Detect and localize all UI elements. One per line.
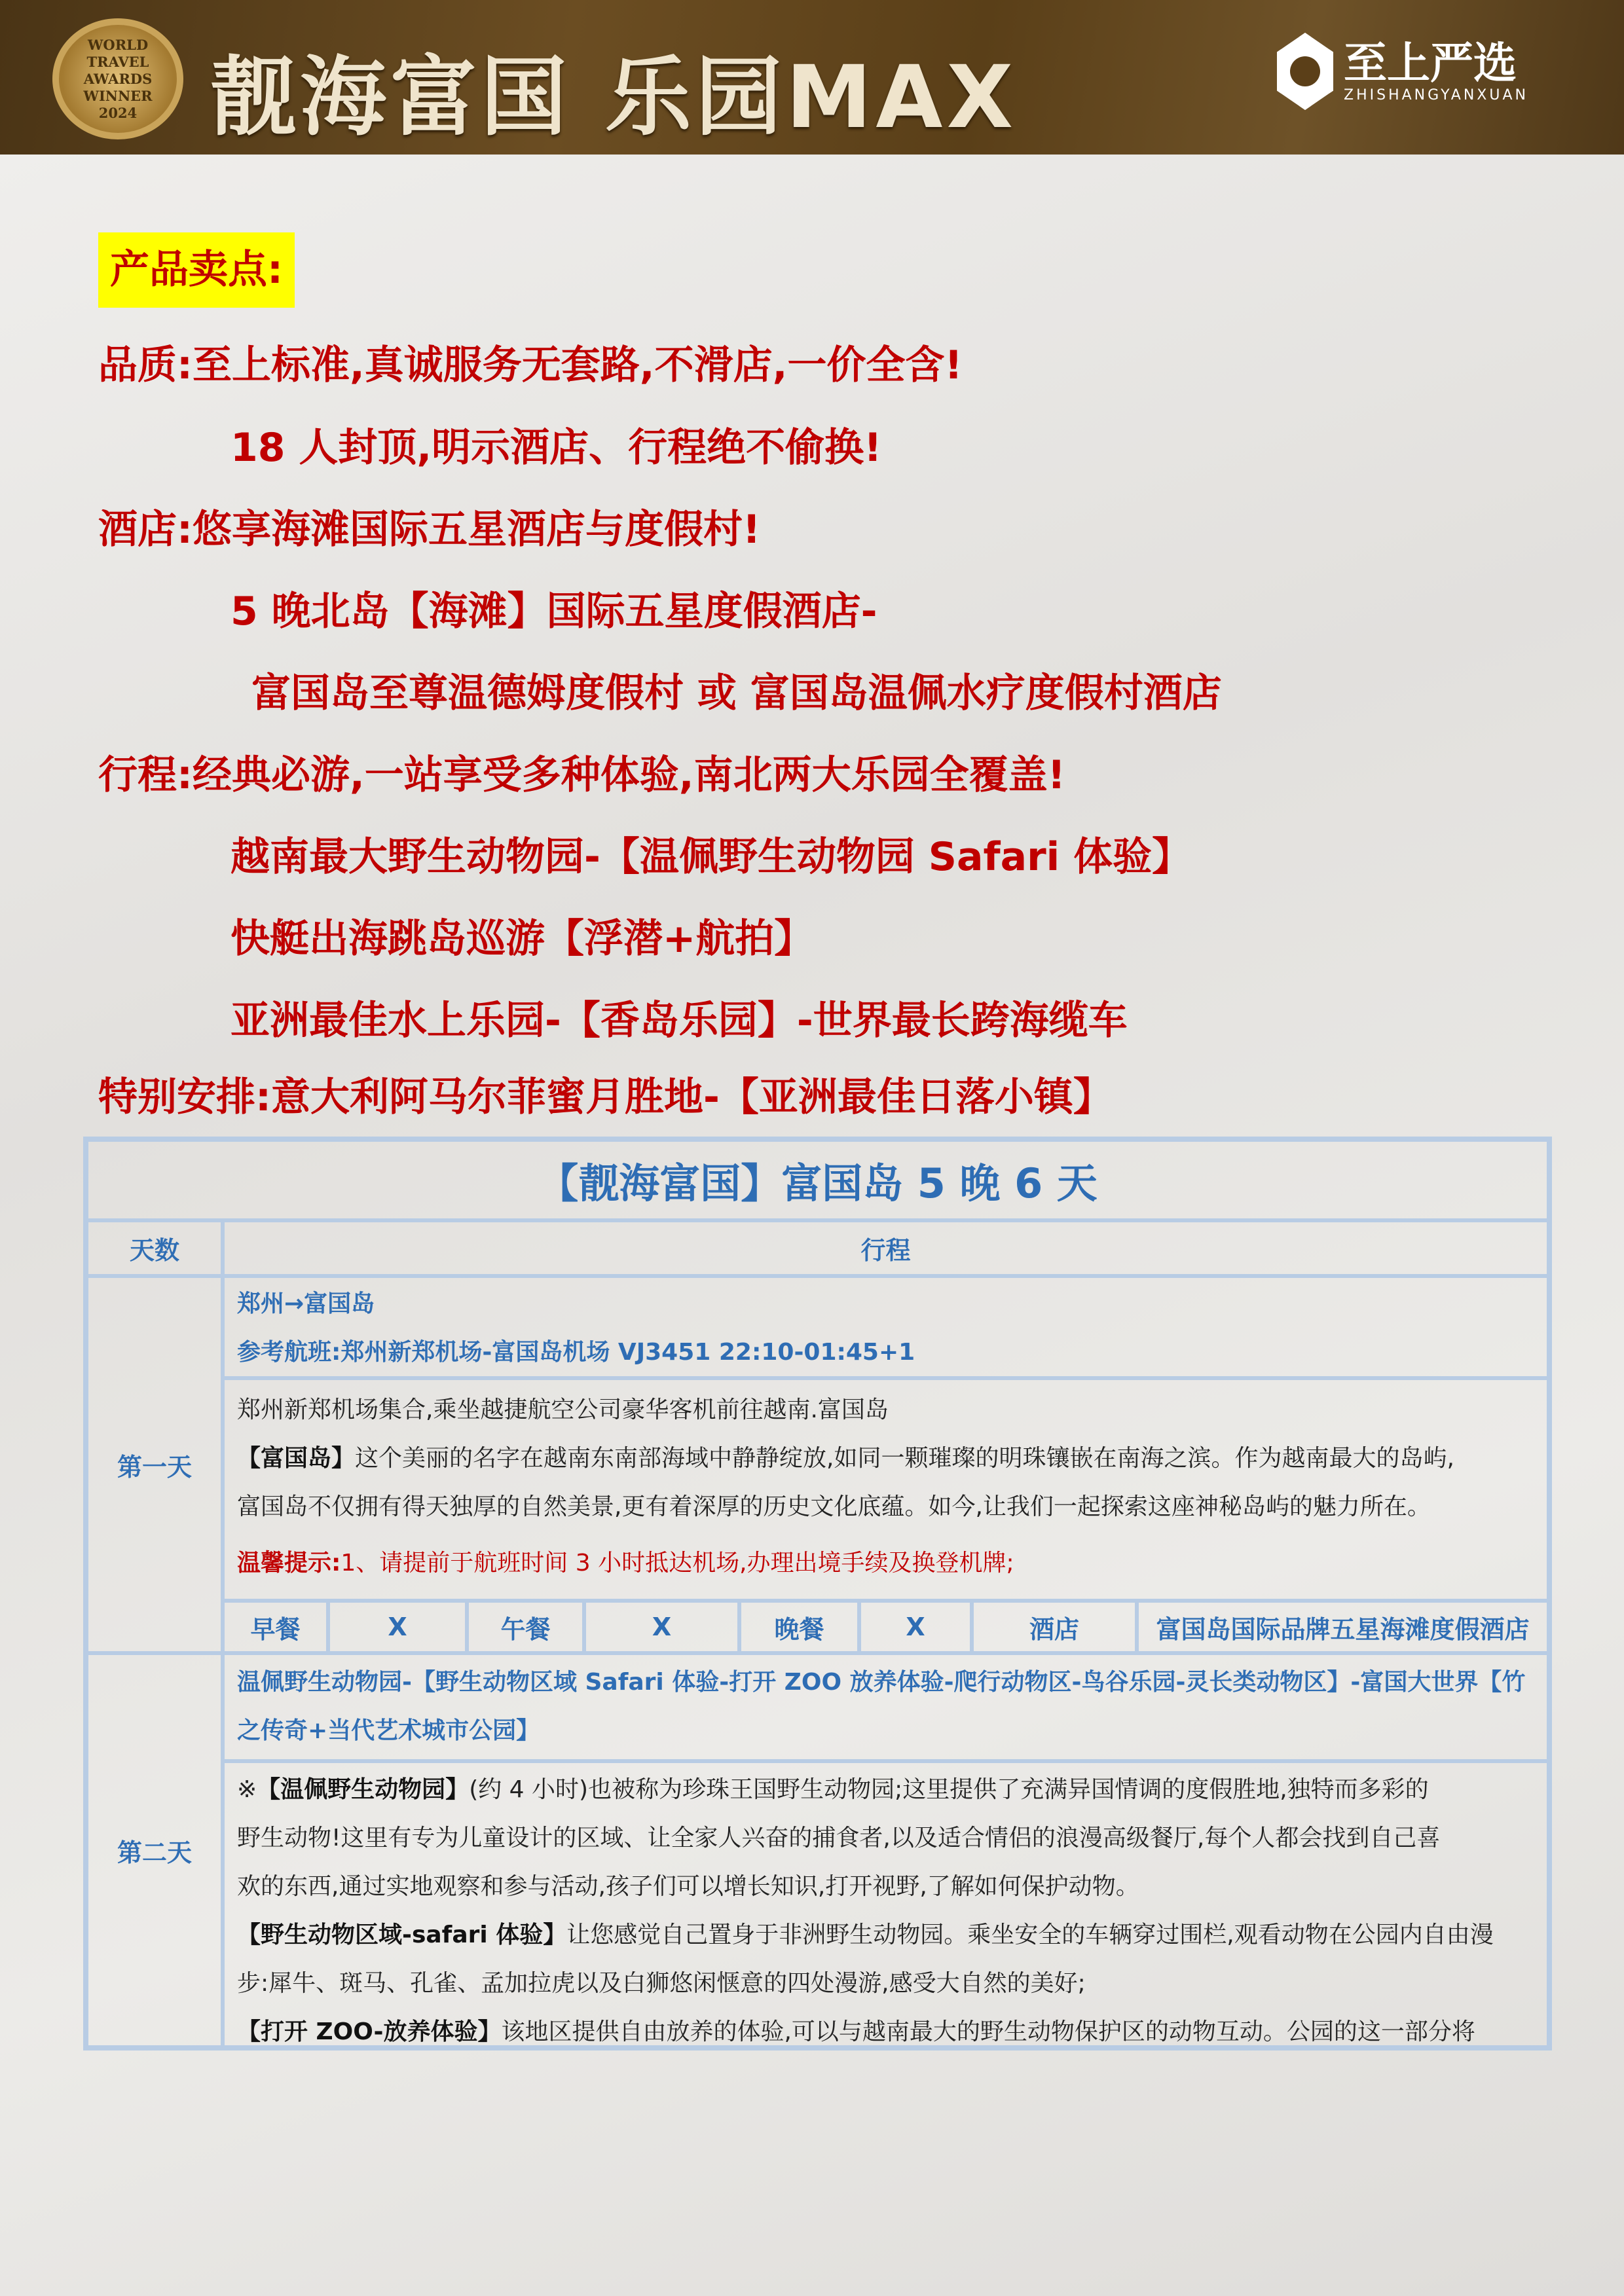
selling-point-line: 酒店:悠享海滩国际五星酒店与度假村! [98, 507, 761, 553]
brand-logo-icon [1277, 33, 1333, 110]
hotel-value: 富国岛国际品牌五星海滩度假酒店 [1137, 1601, 1549, 1653]
day1-route: 郑州→富国岛 [237, 1290, 375, 1317]
meal-lunch-label: 午餐 [467, 1601, 584, 1653]
selling-point-line: 品质:至上标准,真诚服务无套路,不滑店,一价全含! [98, 342, 963, 388]
selling-point-line: 18 人封顶,明示酒店、行程绝不偷换! [231, 425, 882, 471]
brand-name-en: ZHISHANGYANXUAN [1344, 86, 1528, 103]
day1-tip-label: 温馨提示: [237, 1550, 341, 1576]
header-banner [0, 0, 1624, 155]
table-title: 【靓海富国】富国岛 5 晚 6 天 [86, 1140, 1549, 1220]
day1-text [237, 1434, 1454, 1483]
day1-bold: 【富国岛】 [237, 1445, 356, 1472]
day2-text [237, 1766, 1429, 1814]
day2-text [237, 2008, 1475, 2056]
meal-lunch-value: X [584, 1601, 739, 1653]
day1-tip [237, 1539, 1014, 1588]
day2-route: 之传奇+当代艺术城市公园】 [237, 1717, 540, 1744]
day2-text-span: 让您感觉自己置身于非洲野生动物园。乘坐安全的车辆穿过围栏,观看动物在公园内自由漫 [566, 1922, 1494, 1948]
day2-bold: 【温佩野生动物园】 [257, 1776, 470, 1803]
meal-dinner-label: 晚餐 [739, 1601, 859, 1653]
day1-tip-text: 1、请提前于航班时间 3 小时抵达机场,办理出境手续及换登机牌; [341, 1550, 1014, 1576]
day2-label: 第二天 [86, 1653, 223, 2047]
selling-point-line: 行程:经典必游,一站享受多种体验,南北两大乐园全覆盖! [98, 752, 1065, 798]
meal-breakfast-label: 早餐 [223, 1601, 328, 1653]
day1-text: 富国岛不仅拥有得天独厚的自然美景,更有着深厚的历史文化底蕴。如今,让我们一起探索这座神秘岛屿的魅力所在。 [237, 1493, 1431, 1520]
day1-text-span: 这个美丽的名字在越南东南部海域中静静绽放,如同一颗璀璨的明珠镶嵌在南海之滨。作为越南最大的岛屿, [355, 1445, 1454, 1472]
day2-bold: 【打开 ZOO-放养体验】 [237, 2018, 502, 2045]
day2-bold: 【野生动物区域-safari 体验】 [237, 1922, 567, 1948]
selling-point-line: 越南最大野生动物园-【温佩野生动物园 Safari 体验】 [231, 834, 1192, 880]
award-badge-logo [52, 18, 183, 139]
meal-dinner-value: X [859, 1601, 972, 1653]
day2-mark: ※ [237, 1776, 257, 1803]
brand-name: 至上严选 [1344, 37, 1517, 88]
selling-points-label: 产品卖点: [98, 232, 295, 308]
day2-text: 步:犀牛、斑马、孔雀、孟加拉虎以及白狮悠闲惬意的四处漫游,感受大自然的美好; [237, 1970, 1086, 1997]
selling-point-line: 快艇出海跳岛巡游【浮潜+航拍】 [231, 916, 814, 962]
selling-point-line: 亚洲最佳水上乐园-【香岛乐园】-世界最长跨海缆车 [231, 998, 1128, 1044]
day2-text: 野生动物!这里有专为儿童设计的区域、让全家人兴奋的捕食者,以及适合情侣的浪漫高级餐厅,每个人都会找到自己喜 [237, 1825, 1441, 1851]
day1-text: 郑州新郑机场集合,乘坐越捷航空公司豪华客机前往越南.富国岛 [237, 1396, 889, 1423]
day2-text: 欢的东西,通过实地观察和参与活动,孩子们可以增长知识,打开视野,了解如何保护动物。 [237, 1873, 1139, 1900]
brand-logo [1277, 33, 1528, 110]
day2-text [237, 1911, 1494, 1959]
day2-route: 温佩野生动物园-【野生动物区域 Safari 体验-打开 ZOO 放养体验-爬行动物区-鸟谷乐园-灵长类动物区】-富国大世界【竹 [237, 1669, 1526, 1696]
day2-text-span: 该地区提供自由放养的体验,可以与越南最大的野生动物保护区的动物互动。公园的这一部分将 [501, 2018, 1475, 2045]
selling-point-line: 5 晚北岛【海滩】国际五星度假酒店- [231, 589, 877, 634]
column-header-day: 天数 [86, 1220, 223, 1276]
selling-point-line: 特别安排:意大利阿马尔菲蜜月胜地-【亚洲最佳日落小镇】 [98, 1074, 1113, 1120]
column-header-itinerary: 行程 [223, 1220, 1549, 1276]
award-badge-text: WORLD TRAVEL AWARDS WINNER 2024 [83, 36, 153, 121]
hotel-label: 酒店 [972, 1601, 1137, 1653]
day1-flight: 参考航班:郑州新郑机场-富国岛机场 VJ3451 22:10-01:45+1 [237, 1339, 915, 1366]
day2-text-span: (约 4 小时)也被称为珍珠王国野生动物园;这里提供了充满异国情调的度假胜地,独特而多彩的 [469, 1776, 1429, 1803]
meal-breakfast-value: X [328, 1601, 467, 1653]
itinerary-table [83, 1137, 1552, 2050]
selling-point-line: 富国岛至尊温德姆度假村 或 富国岛温佩水疗度假村酒店 [251, 670, 1222, 716]
day1-label: 第一天 [86, 1276, 223, 1653]
banner-title: 靓海富国 乐园MAX [210, 47, 1018, 148]
